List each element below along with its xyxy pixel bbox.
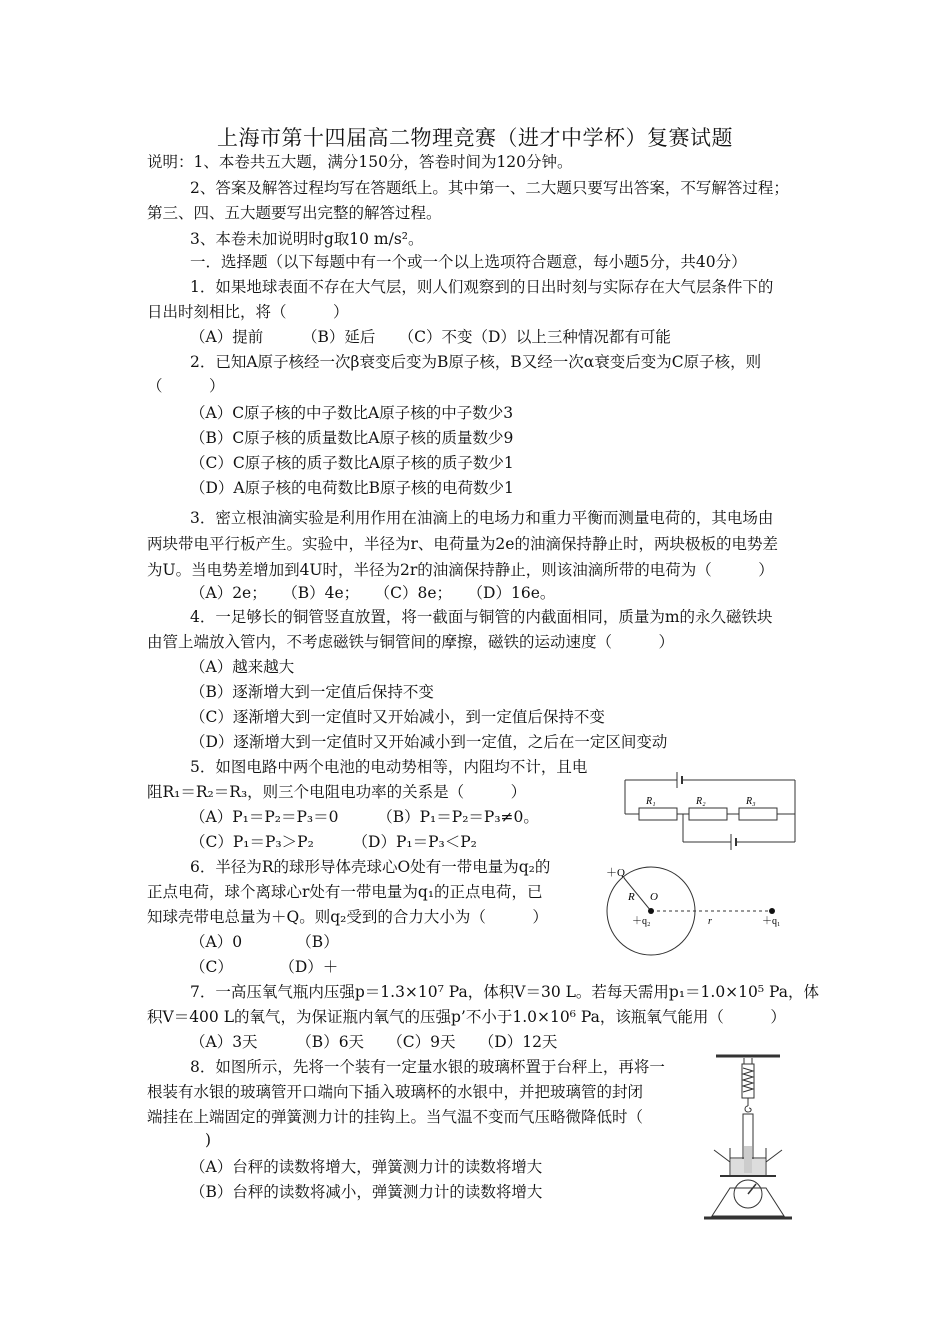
dial-needle (748, 1184, 756, 1194)
q8-option-b: （B）台秤的读数将减小，弹簧测力计的读数将增大 (190, 1183, 543, 1201)
q2-stem-2: （ ） (147, 377, 225, 395)
label-r1: R₁ (646, 796, 656, 807)
resistor-r1 (639, 808, 677, 820)
q3-stem-2: 两块带电平行板产生。实验中，半径为r、电荷量为2e的油滴保持静止时，两块极板的电势差 (147, 535, 778, 553)
label-q2: ＋q₂ (632, 916, 651, 927)
q8-stem-3: 端挂在上端固定的弹簧测力计的挂钩上。当气温不变而气压略微降低时（ (147, 1108, 644, 1126)
circuit-diagram (615, 764, 805, 856)
resistor-r3 (739, 808, 777, 820)
q3-stem-1: 3．密立根油滴实验是利用作用在油滴上的电场力和重力平衡而测量电荷的，其电场由 (190, 509, 774, 527)
q4-stem-2: 由管上端放入管内，不考虑磁铁与铜管间的摩擦，磁铁的运动速度（ ） (147, 633, 675, 651)
page-title: 上海市第十四届高二物理竞赛（进才中学杯）复赛试题 (217, 126, 733, 150)
q2-stem-1: 2．已知A原子核经一次β衰变后变为B原子核，B又经一次α衰变后变为C原子核，则 (190, 353, 762, 371)
q8-stem-4: ) (205, 1131, 212, 1149)
q8-option-a: （A）台秤的读数将增大，弹簧测力计的读数将增大 (190, 1158, 543, 1176)
q2-option-a: （A）C原子核的中子数比A原子核的中子数少3 (190, 404, 514, 422)
q1-stem-1: 1．如果地球表面不存在大气层，则人们观察到的日出时刻与实际存在大气层条件下的 (190, 278, 774, 296)
q6-options-ab: （A）0 （B） (190, 933, 339, 951)
q5-stem-2: 阻R₁＝R₂＝R₃，则三个电阻电功率的关系是（ ） (147, 783, 527, 801)
balance-apparatus-diagram (700, 1050, 796, 1222)
label-r3: R₃ (746, 796, 756, 807)
charge-q1-dot (769, 908, 775, 914)
q4-stem-1: 4．一足够长的铜管竖直放置，将一截面与铜管的内截面相同，质量为m的永久磁铁块 (190, 608, 773, 626)
q3-stem-3: 为U。当电势差增加到4U时，半径为2r的油滴保持静止，则该油滴所带的电荷为（ ） (147, 561, 774, 579)
instruction-line-3: 第三、四、五大题要写出完整的解答过程。 (147, 204, 442, 222)
label-o: O (650, 891, 658, 903)
q1-options: （A）提前 （B）延后 （C）不变（D）以上三种情况都有可能 (190, 328, 671, 346)
q1-stem-2: 日出时刻相比，将（ ） (147, 303, 349, 321)
q2-option-c: （C）C原子核的质子数比A原子核的质子数少1 (190, 454, 514, 472)
q4-option-a: （A）越来越大 (190, 658, 295, 676)
q3-options: （A）2e； （B）4e； （C）8e； （D）16e。 (190, 584, 556, 602)
instruction-line-4: 3、本卷未加说明时g取10 m/s²。 (190, 230, 424, 248)
q6-options-cd: （C） （D）＋ (190, 958, 339, 976)
resistor-r2 (689, 808, 727, 820)
hook (745, 1106, 751, 1112)
instruction-line-1: 说明：1、本卷共五大题，满分150分，答卷时间为120分钟。 (147, 153, 573, 171)
q6-stem-3: 知球壳带电总量为＋Q。则q₂受到的合力大小为（ ） (147, 908, 548, 926)
q5-stem-1: 5．如图电路中两个电池的电动势相等，内阻均不计，且电 (190, 758, 588, 776)
label-r-distance: r (708, 916, 712, 927)
section-heading: 一．选择题（以下每题中有一个或一个以上选项符合题意，每小题5分，共40分） (190, 253, 747, 271)
q5-options-ab: （A）P₁＝P₂＝P₃＝0 （B）P₁＝P₂＝P₃≠0。 (190, 808, 539, 826)
q8-stem-2: 根装有水银的玻璃管开口端向下插入玻璃杯的水银中，并把玻璃管的封闭 (147, 1083, 644, 1101)
label-r2: R₂ (696, 796, 706, 807)
spring-coil (743, 1068, 753, 1092)
q2-option-d: （D）A原子核的电荷数比B原子核的电荷数少1 (190, 479, 514, 497)
q6-stem-1: 6．半径为R的球形导体壳球心O处有一带电量为q₂的 (190, 858, 551, 876)
q6-stem-2: 正点电荷，球个离球心r处有一带电量为q₁的正点电荷，已 (147, 883, 543, 901)
scale-base (712, 1188, 784, 1216)
q2-option-b: （B）C原子核的质量数比A原子核的质量数少9 (190, 429, 514, 447)
q4-option-c: （C）逐渐增大到一定值时又开始减小，到一定值后保持不变 (190, 708, 605, 726)
q7-stem-1: 7．一高压氧气瓶内压强p＝1.3×10⁷ Pa，体积V＝30 L。若每天需用p₁＝1.0×10⁵ Pa，体 (190, 983, 820, 1001)
q4-option-d: （D）逐渐增大到一定值时又开始减小到一定值，之后在一定区间变动 (190, 733, 668, 751)
charge-q2-dot (648, 908, 654, 914)
label-q1: ＋q₁ (762, 916, 781, 927)
sphere-diagram (604, 864, 800, 960)
q5-options-cd: （C）P₁＝P₃＞P₂ （D）P₁＝P₃＜P₂ (190, 833, 477, 851)
q4-option-b: （B）逐渐增大到一定值后保持不变 (190, 683, 434, 701)
label-r-radius: R (628, 891, 635, 903)
instruction-line-2: 2、答案及解答过程均写在答题纸上。其中第一、二大题只要写出答案，不写解答过程； (190, 179, 789, 197)
q7-options: （A）3天 （B）6天 （C）9天 （D）12天 (190, 1033, 558, 1051)
label-plus-q: ＋Q (606, 867, 625, 879)
q8-stem-1: 8．如图所示，先将一个装有一定量水银的玻璃杯置于台秤上，再将一 (190, 1058, 665, 1076)
tube-mercury (744, 1146, 752, 1173)
q7-stem-2: 积V＝400 L的氧气，为保证瓶内氧气的压强p’不小于1.0×10⁶ Pa，该瓶氧气能用（ ） (147, 1008, 786, 1026)
